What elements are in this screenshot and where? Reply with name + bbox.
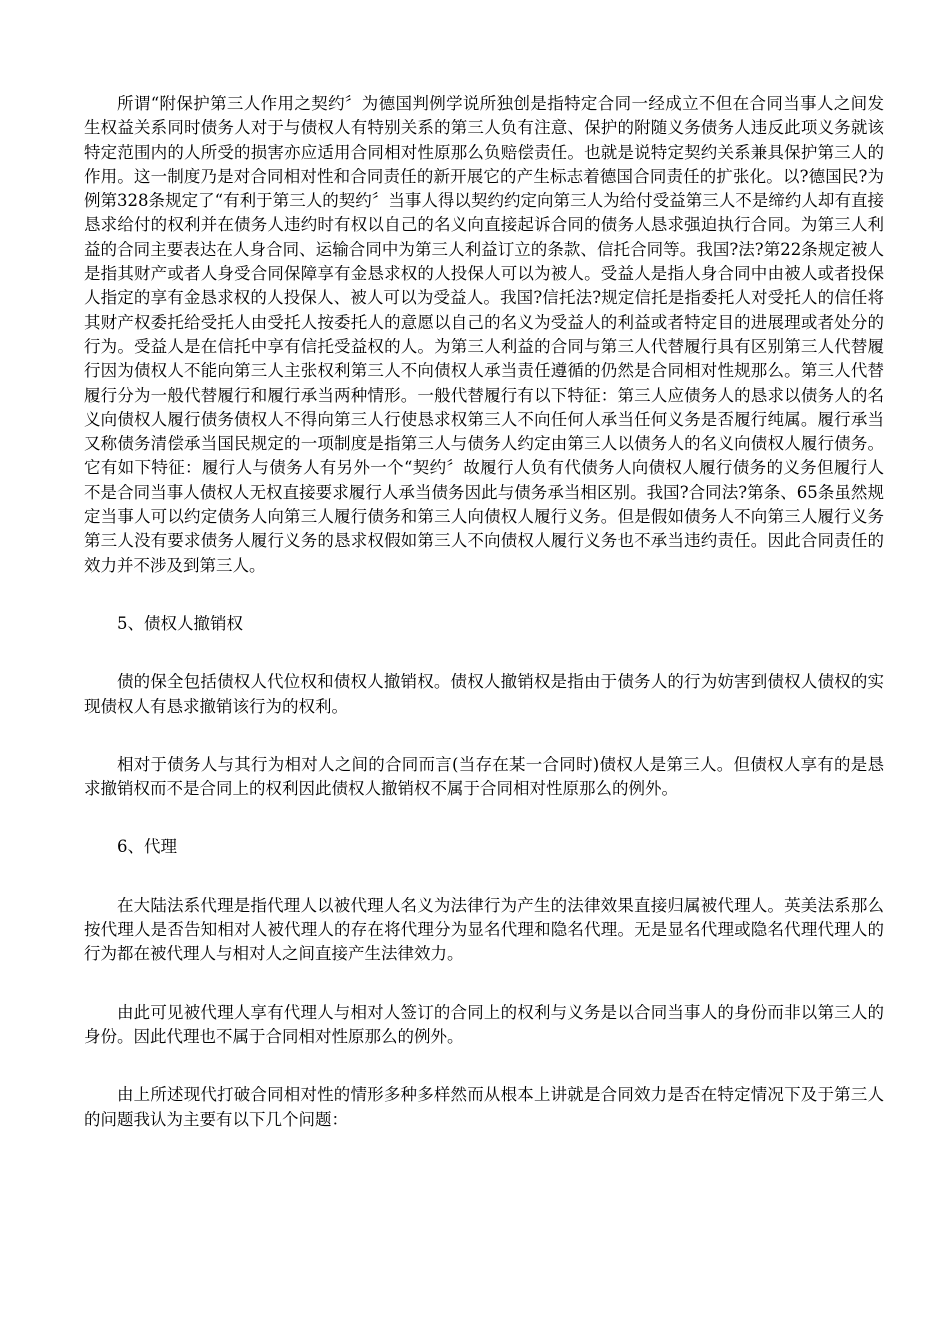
paragraph-creditor-revocation-definition: 债的保全包括债权人代位权和债权人撤销权。债权人撤销权是指由于债务人的行为妨害到债权人债权的实现债权人有恳求撤销该行为的权利。 bbox=[84, 672, 884, 716]
paragraph-agency-definition: 在大陆法系代理是指代理人以被代理人名义为法律行为产生的法律效果直接归属被代理人。英美法系那么按代理人是否告知相对人被代理人的存在将代理分为显名代理和隐名代理。无是显名代理或隐名代理代理人的行为都在被代理人与相对人之间直接产生法律效力。 bbox=[84, 895, 884, 964]
paragraph-agency-exception: 由此可见被代理人享有代理人与相对人签订的合同上的权利与义务是以合同当事人的身份而非以第三人的身份。因此代理也不属于合同相对性原那么的例外。 bbox=[84, 1002, 884, 1046]
paragraph-creditor-revocation-exception: 相对于债务人与其行为相对人之间的合同而言(当存在某一合同时)债权人是第三人。但债权人享有的是恳求撤销权而不是合同上的权利因此债权人撤销权不属于合同相对性原那么的例外。 bbox=[84, 754, 884, 799]
section-heading-creditor-revocation: 5、债权人撤销权 bbox=[117, 613, 243, 633]
paragraph-third-party-protection: 所谓“附保护第三人作用之契约〞为德国判例学说所独创是指特定合同一经成立不但在合同当事人之间发生权益关系同时债务人对于与债权人有特别关系的第三人负有注意、保护的附随义务债务人违反此项义务就该特定范围内的人所受的损害亦应适用合同相对性原那么负赔偿责任。也就是说特定契约关系兼具保护第三人的作用。这一制度乃是对合同相对性和合同责任的新开展它的产生标志着德国合同责任的扩张化。以?德国民?为例第328条规定了“有利于第三人的契约〞当事人得以契约约定向第三人为给付受益第三人不是缔约人却有直接恳求给付的权利并在债务人违约时有权以自己的名义向直接起诉合同的债务人恳求强迫执行合同。为第三人利益的合同主要表达在人身合同、运输合同中为第三人利益订立的条款、信托合同等。我国?法?第22条规定被人是指其财产或者人身受合同保障享有金恳求权的人投保人可以为被人。受益人是指人身合同中由被人或者投保人指定的享有金恳求权的人投保人、被人可以为受益人。我国?信托法?规定信托是指委托人对受托人的信任将其财产权委托给受托人由受托人按委托人的意愿以自己的名义为受益人的利益或者特定目的进展理或者处分的行为。受益人是在信托中享有信托受益权的人。为第三人利益的合同与第三人代替履行具有区别第三人代替履行因为债权人不能向第三人主张权利第三人不向债权人承当责任遵循的仍然是合同相对性规那么。第三人代替履行分为一般代替履行和履行承当两种情形。一般代替履行有以下特征：第三人应债务人的恳求以债务人的名义向债权人履行债务债权人不得向第三人行使恳求权第三人不向任何人承当任何义务是否履行纯属。履行承当又称债务清偿承当国民规定的一项制度是指第三人与债务人约定由第三人以债务人的名义向债权人履行债务。它有如下特征：履行人与债务人有另外一个“契约〞故履行人负有代债务人向债权人履行债务的义务但履行人不是合同当事人债权人无权直接要求履行人承当债务因此与债务承当相区别。我国?合同法?第条、65条虽然规定当事人可以约定债务人向第三人履行债务和第三人向债权人履行义务。但是假如债务人不向第三人履行义务第三人没有要求债务人履行义务的恳求权假如第三人不向债权人履行义务也不承当违约责任。因此合同责任的效力并不涉及到第三人。 bbox=[84, 94, 884, 575]
document-page bbox=[84, 92, 884, 1132]
section-heading-agency: 6、代理 bbox=[117, 837, 177, 857]
paragraph-summary: 由上所述现代打破合同相对性的情形多种多样然而从根本上讲就是合同效力是否在特定情况下及于第三人的问题我认为主要有以下几个问题： bbox=[84, 1085, 884, 1129]
